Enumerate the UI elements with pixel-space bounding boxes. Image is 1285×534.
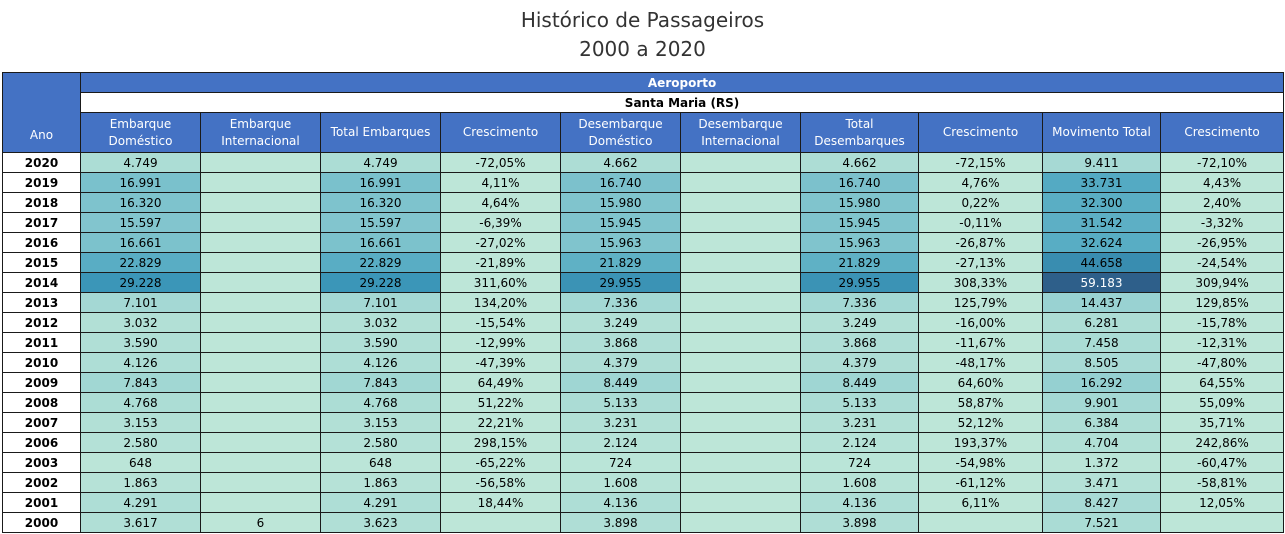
- table-row: [3, 513, 1284, 533]
- table-row: [3, 493, 1284, 513]
- cell-crescimento-embarques: 22,21%: [441, 413, 561, 433]
- cell-embarque-internacional: [201, 473, 321, 493]
- cell-total-desembarques: 3.868: [801, 333, 919, 353]
- group-header-aeroporto: Aeroporto: [81, 73, 1284, 93]
- col-header-crescimento-desembarques: Crescimento: [919, 113, 1043, 153]
- cell-desembarque-internacional: [681, 293, 801, 313]
- cell-total-desembarques: 29.955: [801, 273, 919, 293]
- cell-movimento-total: 6.281: [1043, 313, 1161, 333]
- cell-crescimento-movimento: -12,31%: [1161, 333, 1284, 353]
- cell-crescimento-embarques: -47,39%: [441, 353, 561, 373]
- cell-crescimento-embarques: 64,49%: [441, 373, 561, 393]
- cell-movimento-total: 6.384: [1043, 413, 1161, 433]
- cell-crescimento-desembarques: [919, 513, 1043, 533]
- cell-crescimento-embarques: 4,11%: [441, 173, 561, 193]
- cell-embarque-internacional: [201, 233, 321, 253]
- cell-ano: 2006: [3, 433, 81, 453]
- cell-movimento-total: 4.704: [1043, 433, 1161, 453]
- cell-desembarque-internacional: [681, 493, 801, 513]
- cell-total-desembarques: 3.898: [801, 513, 919, 533]
- col-header-crescimento-movimento: Crescimento: [1161, 113, 1284, 153]
- cell-desembarque-internacional: [681, 393, 801, 413]
- cell-total-desembarques: 4.379: [801, 353, 919, 373]
- cell-crescimento-movimento: 2,40%: [1161, 193, 1284, 213]
- cell-embarque-internacional: [201, 313, 321, 333]
- cell-movimento-total: 9.411: [1043, 153, 1161, 173]
- cell-crescimento-movimento: -3,32%: [1161, 213, 1284, 233]
- cell-desembarque-domestico: 4.662: [561, 153, 681, 173]
- cell-total-desembarques: 15.963: [801, 233, 919, 253]
- cell-movimento-total: 3.471: [1043, 473, 1161, 493]
- cell-desembarque-domestico: 724: [561, 453, 681, 473]
- cell-total-embarques: 4.291: [321, 493, 441, 513]
- cell-total-desembarques: 21.829: [801, 253, 919, 273]
- cell-total-embarques: 16.661: [321, 233, 441, 253]
- cell-crescimento-desembarques: -61,12%: [919, 473, 1043, 493]
- cell-total-desembarques: 4.662: [801, 153, 919, 173]
- cell-ano: 2020: [3, 153, 81, 173]
- cell-embarque-internacional: [201, 193, 321, 213]
- cell-movimento-total: 32.300: [1043, 193, 1161, 213]
- cell-total-desembarques: 15.980: [801, 193, 919, 213]
- cell-total-embarques: 16.320: [321, 193, 441, 213]
- cell-embarque-internacional: [201, 413, 321, 433]
- cell-desembarque-internacional: [681, 193, 801, 213]
- cell-crescimento-movimento: 242,86%: [1161, 433, 1284, 453]
- cell-total-embarques: 16.991: [321, 173, 441, 193]
- cell-ano: 2018: [3, 193, 81, 213]
- cell-crescimento-embarques: -65,22%: [441, 453, 561, 473]
- cell-ano: 2015: [3, 253, 81, 273]
- col-header-total-embarques: Total Embarques: [321, 113, 441, 153]
- cell-embarque-domestico: 29.228: [81, 273, 201, 293]
- cell-desembarque-domestico: 21.829: [561, 253, 681, 273]
- table-row: [3, 213, 1284, 233]
- cell-total-embarques: 4.749: [321, 153, 441, 173]
- cell-crescimento-movimento: 309,94%: [1161, 273, 1284, 293]
- cell-movimento-total: 32.624: [1043, 233, 1161, 253]
- table-row: [3, 193, 1284, 213]
- col-header-crescimento-embarques: Crescimento: [441, 113, 561, 153]
- table-row: [3, 333, 1284, 353]
- cell-embarque-internacional: [201, 273, 321, 293]
- cell-crescimento-embarques: 134,20%: [441, 293, 561, 313]
- cell-embarque-domestico: 4.291: [81, 493, 201, 513]
- cell-desembarque-domestico: 2.124: [561, 433, 681, 453]
- cell-crescimento-desembarques: 308,33%: [919, 273, 1043, 293]
- cell-ano: 2012: [3, 313, 81, 333]
- cell-total-embarques: 15.597: [321, 213, 441, 233]
- cell-crescimento-movimento: 4,43%: [1161, 173, 1284, 193]
- cell-crescimento-desembarques: -16,00%: [919, 313, 1043, 333]
- cell-total-embarques: 4.768: [321, 393, 441, 413]
- cell-crescimento-desembarques: 52,12%: [919, 413, 1043, 433]
- cell-total-embarques: 7.101: [321, 293, 441, 313]
- col-header-desembarque-internacional: Desembarque Internacional: [681, 113, 801, 153]
- cell-desembarque-internacional: [681, 153, 801, 173]
- cell-total-desembarques: 1.608: [801, 473, 919, 493]
- cell-desembarque-domestico: 7.336: [561, 293, 681, 313]
- cell-desembarque-internacional: [681, 173, 801, 193]
- cell-crescimento-movimento: 64,55%: [1161, 373, 1284, 393]
- cell-total-desembarques: 7.336: [801, 293, 919, 313]
- cell-total-embarques: 7.843: [321, 373, 441, 393]
- cell-embarque-domestico: 7.843: [81, 373, 201, 393]
- cell-total-embarques: 648: [321, 453, 441, 473]
- cell-crescimento-movimento: 129,85%: [1161, 293, 1284, 313]
- cell-total-embarques: 2.580: [321, 433, 441, 453]
- cell-desembarque-domestico: 3.868: [561, 333, 681, 353]
- cell-crescimento-embarques: 311,60%: [441, 273, 561, 293]
- cell-ano: 2011: [3, 333, 81, 353]
- cell-embarque-domestico: 4.749: [81, 153, 201, 173]
- page-subtitle: 2000 a 2020: [579, 37, 706, 61]
- cell-desembarque-domestico: 15.945: [561, 213, 681, 233]
- cell-ano: 2003: [3, 453, 81, 473]
- cell-movimento-total: 44.658: [1043, 253, 1161, 273]
- cell-movimento-total: 8.505: [1043, 353, 1161, 373]
- cell-crescimento-movimento: -15,78%: [1161, 313, 1284, 333]
- cell-crescimento-desembarques: -48,17%: [919, 353, 1043, 373]
- cell-crescimento-desembarques: 193,37%: [919, 433, 1043, 453]
- cell-embarque-domestico: 2.580: [81, 433, 201, 453]
- cell-desembarque-domestico: 1.608: [561, 473, 681, 493]
- table-row: [3, 233, 1284, 253]
- cell-desembarque-internacional: [681, 233, 801, 253]
- cell-movimento-total: 14.437: [1043, 293, 1161, 313]
- cell-desembarque-domestico: 16.740: [561, 173, 681, 193]
- cell-crescimento-movimento: 55,09%: [1161, 393, 1284, 413]
- city-header: Santa Maria (RS): [81, 93, 1284, 113]
- cell-crescimento-embarques: 51,22%: [441, 393, 561, 413]
- cell-ano: 2014: [3, 273, 81, 293]
- cell-total-desembarques: 8.449: [801, 373, 919, 393]
- cell-total-embarques: 3.032: [321, 313, 441, 333]
- cell-total-desembarques: 724: [801, 453, 919, 473]
- cell-embarque-domestico: 15.597: [81, 213, 201, 233]
- cell-crescimento-desembarques: 64,60%: [919, 373, 1043, 393]
- cell-crescimento-desembarques: -72,15%: [919, 153, 1043, 173]
- cell-crescimento-embarques: -12,99%: [441, 333, 561, 353]
- cell-embarque-internacional: [201, 393, 321, 413]
- table-row: [3, 173, 1284, 193]
- cell-embarque-domestico: 648: [81, 453, 201, 473]
- cell-desembarque-internacional: [681, 453, 801, 473]
- table-row: [3, 293, 1284, 313]
- cell-crescimento-movimento: -26,95%: [1161, 233, 1284, 253]
- cell-movimento-total: 31.542: [1043, 213, 1161, 233]
- cell-crescimento-embarques: 298,15%: [441, 433, 561, 453]
- cell-desembarque-internacional: [681, 253, 801, 273]
- cell-desembarque-domestico: 3.249: [561, 313, 681, 333]
- cell-embarque-internacional: [201, 353, 321, 373]
- cell-crescimento-embarques: 18,44%: [441, 493, 561, 513]
- table-row: [3, 433, 1284, 453]
- cell-ano: 2019: [3, 173, 81, 193]
- cell-crescimento-desembarques: -27,13%: [919, 253, 1043, 273]
- cell-movimento-total: 7.458: [1043, 333, 1161, 353]
- table-row: [3, 393, 1284, 413]
- cell-ano: 2009: [3, 373, 81, 393]
- cell-desembarque-internacional: [681, 213, 801, 233]
- cell-total-desembarques: 4.136: [801, 493, 919, 513]
- cell-total-embarques: 22.829: [321, 253, 441, 273]
- cell-embarque-internacional: [201, 253, 321, 273]
- cell-embarque-domestico: 16.320: [81, 193, 201, 213]
- cell-total-desembarques: 2.124: [801, 433, 919, 453]
- page-title: Histórico de Passageiros: [520, 8, 765, 32]
- cell-total-embarques: 4.126: [321, 353, 441, 373]
- cell-ano: 2008: [3, 393, 81, 413]
- cell-desembarque-domestico: 4.136: [561, 493, 681, 513]
- cell-crescimento-movimento: [1161, 513, 1284, 533]
- cell-crescimento-desembarques: -26,87%: [919, 233, 1043, 253]
- table-row: [3, 453, 1284, 473]
- cell-desembarque-internacional: [681, 373, 801, 393]
- cell-embarque-domestico: 7.101: [81, 293, 201, 313]
- cell-crescimento-movimento: -24,54%: [1161, 253, 1284, 273]
- cell-movimento-total: 16.292: [1043, 373, 1161, 393]
- cell-ano: 2017: [3, 213, 81, 233]
- cell-movimento-total: 33.731: [1043, 173, 1161, 193]
- cell-embarque-internacional: [201, 173, 321, 193]
- cell-crescimento-movimento: -72,10%: [1161, 153, 1284, 173]
- cell-desembarque-domestico: 4.379: [561, 353, 681, 373]
- cell-movimento-total: 7.521: [1043, 513, 1161, 533]
- cell-total-desembarques: 3.249: [801, 313, 919, 333]
- col-header-movimento-total: Movimento Total: [1043, 113, 1161, 153]
- cell-desembarque-domestico: 29.955: [561, 273, 681, 293]
- cell-crescimento-embarques: -72,05%: [441, 153, 561, 173]
- cell-embarque-domestico: 16.661: [81, 233, 201, 253]
- cell-desembarque-domestico: 3.231: [561, 413, 681, 433]
- cell-embarque-internacional: 6: [201, 513, 321, 533]
- passenger-table: [2, 72, 1284, 533]
- cell-crescimento-movimento: 35,71%: [1161, 413, 1284, 433]
- cell-desembarque-internacional: [681, 433, 801, 453]
- col-header-ano: Ano: [3, 73, 81, 153]
- cell-embarque-internacional: [201, 293, 321, 313]
- cell-crescimento-embarques: -21,89%: [441, 253, 561, 273]
- cell-embarque-domestico: 3.032: [81, 313, 201, 333]
- cell-crescimento-desembarques: 125,79%: [919, 293, 1043, 313]
- cell-desembarque-internacional: [681, 413, 801, 433]
- table-row: [3, 253, 1284, 273]
- table-row: [3, 353, 1284, 373]
- cell-desembarque-internacional: [681, 333, 801, 353]
- cell-desembarque-domestico: 5.133: [561, 393, 681, 413]
- cell-embarque-internacional: [201, 153, 321, 173]
- cell-total-desembarques: 3.231: [801, 413, 919, 433]
- cell-ano: 2013: [3, 293, 81, 313]
- cell-desembarque-internacional: [681, 473, 801, 493]
- cell-crescimento-embarques: [441, 513, 561, 533]
- cell-embarque-domestico: 3.153: [81, 413, 201, 433]
- col-header-desembarque-domestico: Desembarque Doméstico: [561, 113, 681, 153]
- table-row: [3, 413, 1284, 433]
- cell-crescimento-desembarques: -54,98%: [919, 453, 1043, 473]
- cell-total-desembarques: 15.945: [801, 213, 919, 233]
- cell-ano: 2001: [3, 493, 81, 513]
- cell-desembarque-domestico: 15.963: [561, 233, 681, 253]
- cell-embarque-internacional: [201, 433, 321, 453]
- table-row: [3, 313, 1284, 333]
- table-row: [3, 473, 1284, 493]
- cell-embarque-domestico: 4.126: [81, 353, 201, 373]
- cell-desembarque-domestico: 3.898: [561, 513, 681, 533]
- table-row: [3, 153, 1284, 173]
- cell-total-embarques: 3.153: [321, 413, 441, 433]
- cell-movimento-total: 8.427: [1043, 493, 1161, 513]
- cell-embarque-domestico: 16.991: [81, 173, 201, 193]
- cell-crescimento-embarques: -15,54%: [441, 313, 561, 333]
- cell-total-embarques: 3.623: [321, 513, 441, 533]
- cell-crescimento-embarques: -27,02%: [441, 233, 561, 253]
- cell-crescimento-desembarques: 0,22%: [919, 193, 1043, 213]
- cell-desembarque-internacional: [681, 313, 801, 333]
- cell-crescimento-embarques: -56,58%: [441, 473, 561, 493]
- cell-embarque-domestico: 22.829: [81, 253, 201, 273]
- cell-movimento-total: 59.183: [1043, 273, 1161, 293]
- cell-movimento-total: 1.372: [1043, 453, 1161, 473]
- cell-embarque-domestico: 1.863: [81, 473, 201, 493]
- cell-ano: 2010: [3, 353, 81, 373]
- cell-crescimento-movimento: 12,05%: [1161, 493, 1284, 513]
- cell-ano: 2000: [3, 513, 81, 533]
- cell-embarque-domestico: 4.768: [81, 393, 201, 413]
- cell-total-desembarques: 16.740: [801, 173, 919, 193]
- cell-crescimento-desembarques: -0,11%: [919, 213, 1043, 233]
- cell-embarque-domestico: 3.617: [81, 513, 201, 533]
- cell-desembarque-internacional: [681, 273, 801, 293]
- cell-movimento-total: 9.901: [1043, 393, 1161, 413]
- cell-crescimento-movimento: -47,80%: [1161, 353, 1284, 373]
- cell-crescimento-desembarques: 4,76%: [919, 173, 1043, 193]
- cell-total-embarques: 29.228: [321, 273, 441, 293]
- cell-desembarque-internacional: [681, 513, 801, 533]
- cell-total-embarques: 3.590: [321, 333, 441, 353]
- cell-ano: 2016: [3, 233, 81, 253]
- cell-crescimento-desembarques: -11,67%: [919, 333, 1043, 353]
- col-header-embarque-domestico: Embarque Doméstico: [81, 113, 201, 153]
- cell-crescimento-desembarques: 6,11%: [919, 493, 1043, 513]
- cell-crescimento-embarques: 4,64%: [441, 193, 561, 213]
- cell-desembarque-domestico: 15.980: [561, 193, 681, 213]
- col-header-embarque-internacional: Embarque Internacional: [201, 113, 321, 153]
- cell-embarque-domestico: 3.590: [81, 333, 201, 353]
- cell-desembarque-domestico: 8.449: [561, 373, 681, 393]
- cell-crescimento-desembarques: 58,87%: [919, 393, 1043, 413]
- cell-crescimento-embarques: -6,39%: [441, 213, 561, 233]
- table-row: [3, 373, 1284, 393]
- cell-crescimento-movimento: -58,81%: [1161, 473, 1284, 493]
- cell-ano: 2007: [3, 413, 81, 433]
- cell-ano: 2002: [3, 473, 81, 493]
- cell-total-desembarques: 5.133: [801, 393, 919, 413]
- cell-embarque-internacional: [201, 333, 321, 353]
- cell-embarque-internacional: [201, 453, 321, 473]
- cell-embarque-internacional: [201, 493, 321, 513]
- cell-crescimento-movimento: -60,47%: [1161, 453, 1284, 473]
- cell-desembarque-internacional: [681, 353, 801, 373]
- table-row: [3, 273, 1284, 293]
- col-header-total-desembarques: Total Desembarques: [801, 113, 919, 153]
- cell-total-embarques: 1.863: [321, 473, 441, 493]
- cell-embarque-internacional: [201, 213, 321, 233]
- cell-embarque-internacional: [201, 373, 321, 393]
